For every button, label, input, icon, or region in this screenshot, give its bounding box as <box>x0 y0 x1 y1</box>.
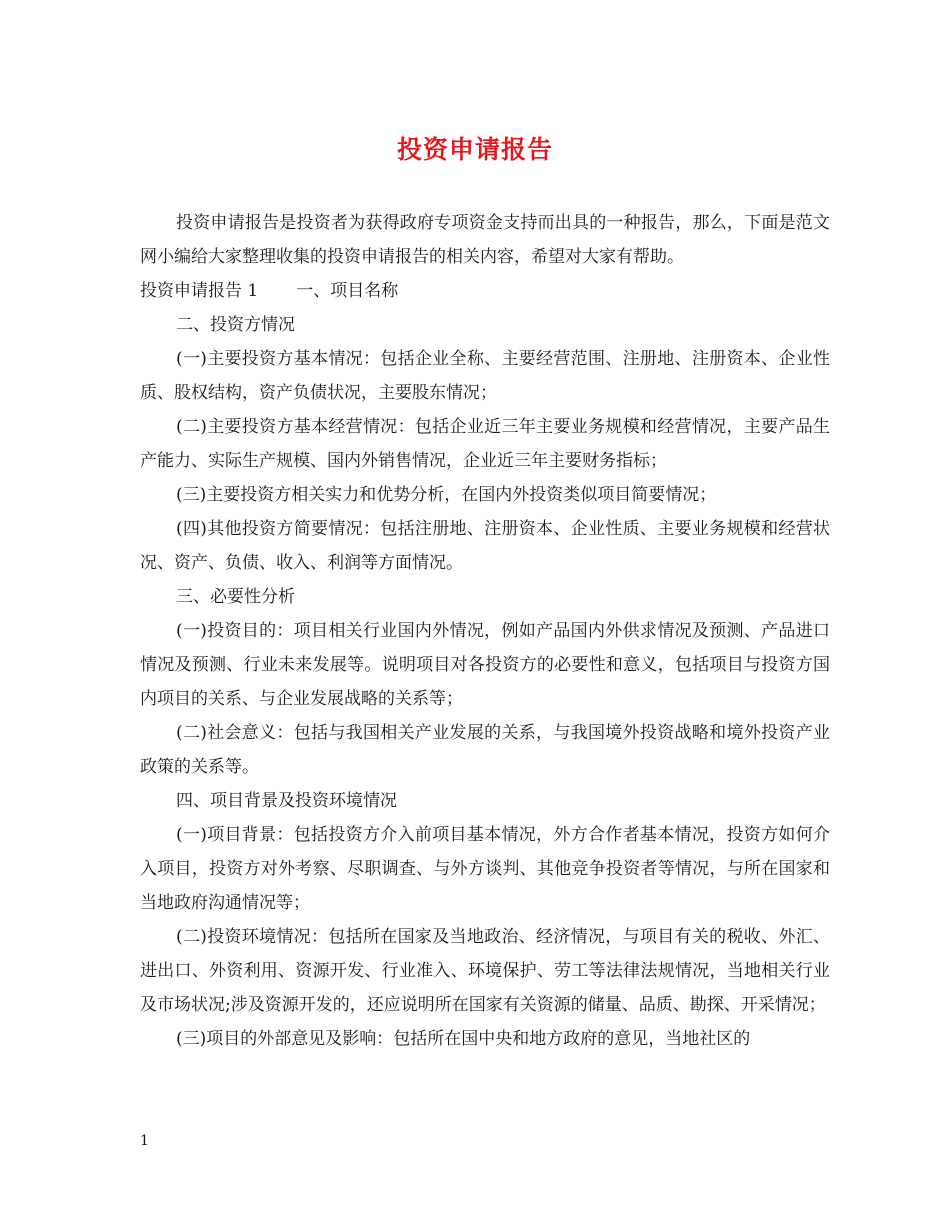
paragraph-s4-3: (三)项目的外部意见及影响：包括所在国中央和地方政府的意见，当地社区的 <box>176 1029 751 1049</box>
document-body <box>140 206 830 1056</box>
report-label: 投资申请报告 1 <box>140 281 259 301</box>
page-number: 1 <box>140 1133 149 1149</box>
intro-paragraph: 投资申请报告是投资者为获得政府专项资金支持而出具的一种报告，那么，下面是范文网小编给大家整理收集的投资申请报告的相关内容，希望对大家有帮助。 <box>140 213 830 267</box>
paragraph-s2-4: (四)其他投资方简要情况：包括注册地、注册资本、企业性质、主要业务规模和经营状况、资产、负债、收入、利润等方面情况。 <box>140 519 830 573</box>
report-heading-line <box>140 274 830 308</box>
section-heading-1: 一、项目名称 <box>296 281 399 301</box>
page-title: 投资申请报告 <box>396 135 553 164</box>
paragraph-s2-1: (一)主要投资方基本情况：包括企业全称、主要经营范围、注册地、注册资本、企业性质、股权结构，资产负债状况，主要股东情况； <box>140 349 830 403</box>
section-heading-3: 三、必要性分析 <box>176 587 295 607</box>
paragraph-s3-2: (二)社会意义：包括与我国相关产业发展的关系，与我国境外投资战略和境外投资产业政策的关系等。 <box>140 723 830 777</box>
section-heading-2: 二、投资方情况 <box>176 315 295 335</box>
paragraph-s2-3: (三)主要投资方相关实力和优势分析，在国内外投资类似项目简要情况； <box>176 485 717 505</box>
paragraph-s2-2: (二)主要投资方基本经营情况：包括企业近三年主要业务规模和经营情况，主要产品生产能力、实际生产规模、国内外销售情况，企业近三年主要财务指标； <box>140 417 830 471</box>
section-heading-4: 四、项目背景及投资环境情况 <box>176 791 397 811</box>
paragraph-s4-1: (一)项目背景：包括投资方介入前项目基本情况，外方合作者基本情况，投资方如何介入项目，投资方对外考察、尽职调查、与外方谈判、其他竞争投资者等情况，与所在国家和当地政府沟通情况等； <box>140 825 830 913</box>
paragraph-s3-1: (一)投资目的：项目相关行业国内外情况，例如产品国内外供求情况及预测、产品进口情况及预测、行业未来发展等。说明项目对各投资方的必要性和意义，包括项目与投资方国内项目的关系、与企业发展战略的关系等； <box>140 621 830 709</box>
paragraph-s4-2: (二)投资环境情况：包括所在国家及当地政治、经济情况，与项目有关的税收、外汇、进出口、外资利用、资源开发、行业准入、环境保护、劳工等法律法规情况，当地相关行业及市场状况;涉及资源开发的，还应说明所在国家有关资源的储量、品质、勘探、开采情况； <box>140 927 830 1015</box>
